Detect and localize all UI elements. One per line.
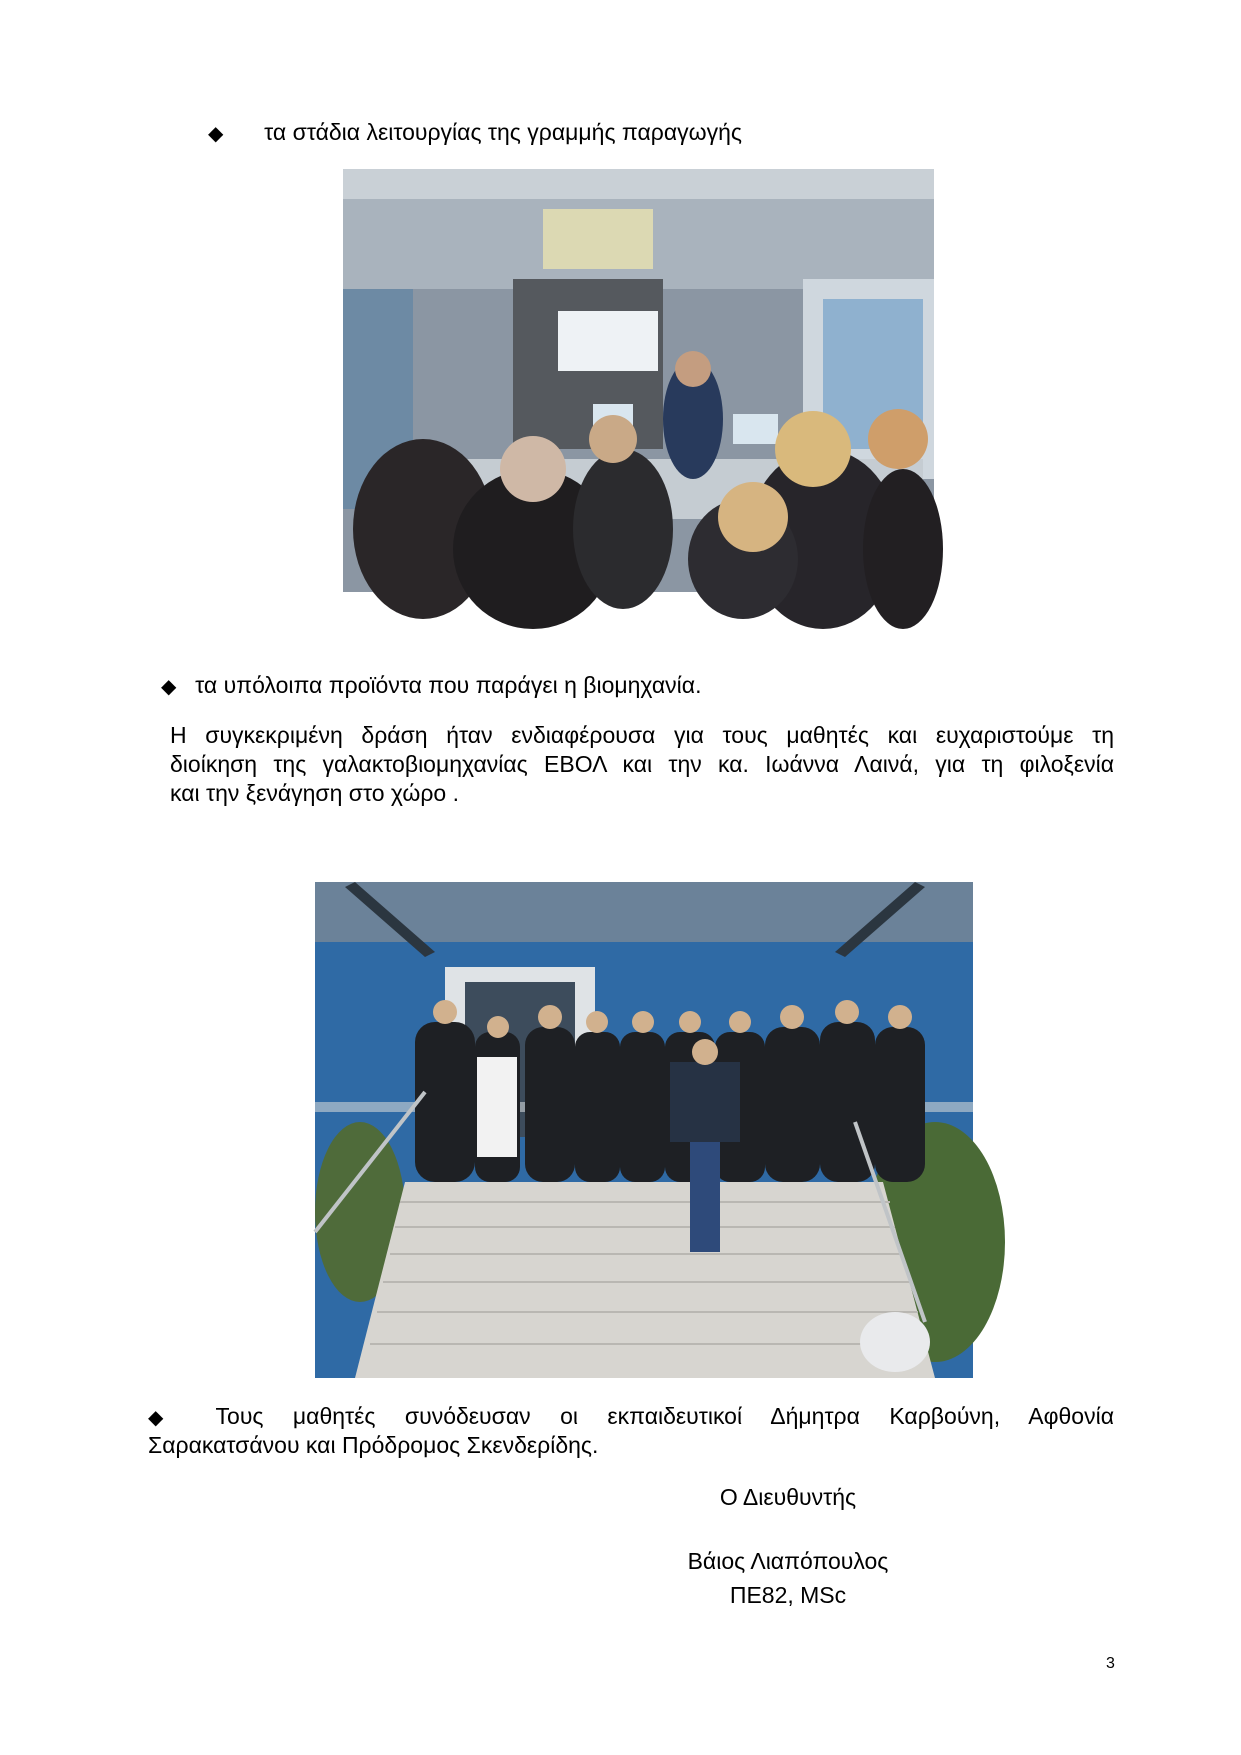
escort-paragraph-line-2: Σαρακατσάνου και Πρόδρομος Σκενδερίδης.: [148, 1432, 599, 1458]
thanks-paragraph-line-3: και την ξενάγηση στο χώρο .: [170, 780, 460, 806]
diamond-bullet-icon: ◆: [161, 676, 177, 698]
bullet-text: τα στάδια λειτουργίας της γραμμής παραγωγής: [264, 119, 742, 145]
group-photo: [315, 882, 973, 1378]
signature-role: Ο Διευθυντής: [719, 1484, 857, 1510]
control-room-photo: [343, 169, 934, 592]
diamond-bullet-icon: ◆: [208, 123, 224, 145]
bullet-item-production-stages: [208, 118, 742, 149]
bullet-item-other-products: [161, 671, 701, 702]
bullet-text: τα υπόλοιπα προϊόντα που παράγει η βιομηχανία.: [195, 672, 702, 698]
thanks-paragraph-line-2: διοίκηση της γαλακτοβιομηχανίας ΕΒΟΛ και την κα. Ιωάννα Λαινά, για τη φιλοξενία: [170, 751, 1114, 777]
diamond-bullet-icon: ◆: [148, 1407, 187, 1429]
escort-paragraph-line-1: [148, 1402, 1114, 1433]
page-number: 3: [1106, 1655, 1115, 1672]
signature-name: Βάιος Λιαπόπουλος: [687, 1548, 889, 1574]
thanks-paragraph-line-1: Η συγκεκριμένη δράση ήταν ενδιαφέρουσα για τους μαθητές και ευχαριστούμε τη: [170, 722, 1114, 748]
escort-text-line-1: Τους μαθητές συνόδευσαν οι εκπαιδευτικοί Δήμητρα Καρβούνη, Αφθονία: [215, 1403, 1115, 1429]
signature-credentials: ΠΕ82, MSc: [729, 1582, 847, 1608]
